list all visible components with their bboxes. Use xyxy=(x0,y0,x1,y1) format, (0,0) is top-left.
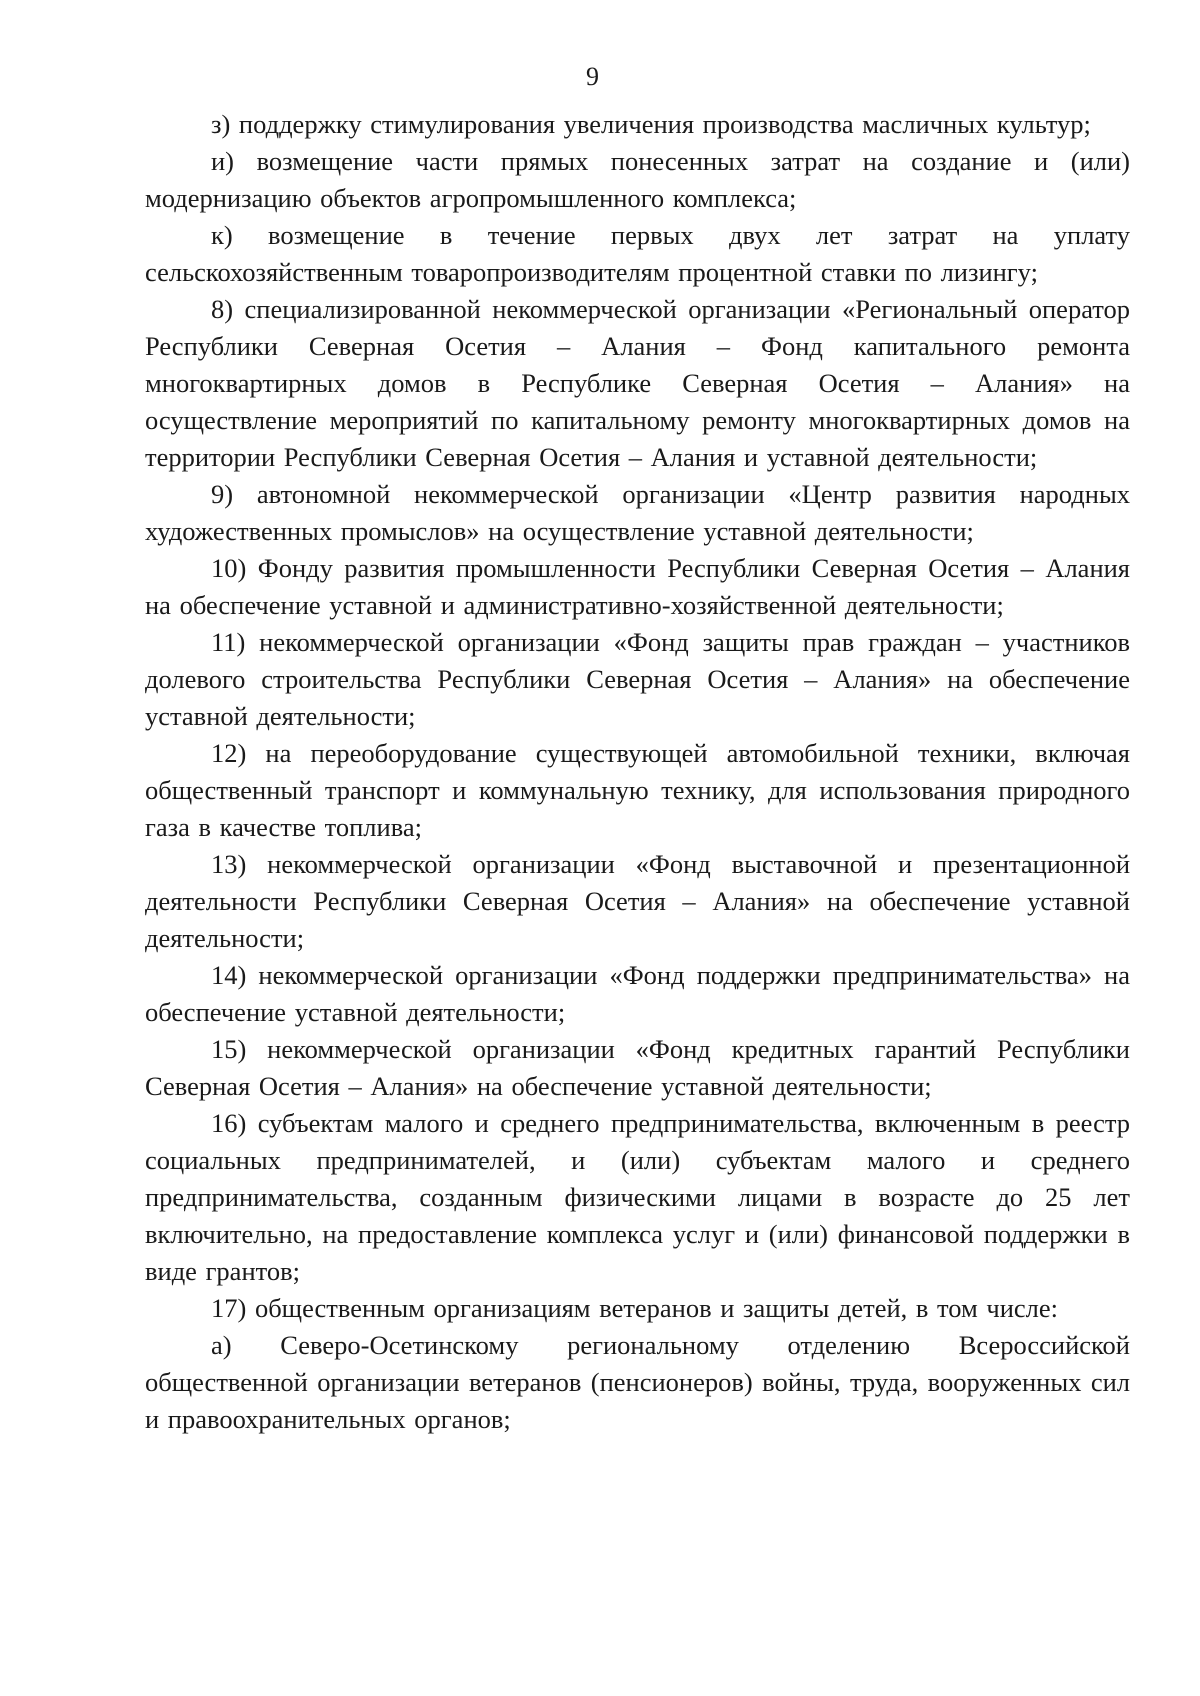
paragraph-16: 16) субъектам малого и среднего предпринимательства, включенным в реестр социальных предпринимателей, и (или) субъектам малого и среднего предпринимательства, созданным физическими лицами в возрасте до 25 лет включительно, на предоставление комплекса услуг и (или) финансовой поддержки в виде грантов; xyxy=(145,1108,1130,1286)
paragraph-17a: а) Северо-Осетинскому региональному отделению Всероссийской общественной организации ветеранов (пенсионеров) войны, труда, вооруженных сил и правоохранительных органов; xyxy=(145,1330,1130,1434)
paragraph-14: 14) некоммерческой организации «Фонд поддержки предпринимательства» на обеспечение уставной деятельности; xyxy=(145,960,1130,1027)
paragraph-11: 11) некоммерческой организации «Фонд защиты прав граждан – участников долевого строительства Республики Северная Осетия – Алания» на обеспечение уставной деятельности; xyxy=(145,627,1130,731)
page-number: 9 xyxy=(586,62,599,91)
paragraph-10: 10) Фонду развития промышленности Республики Северная Осетия – Алания на обеспечение уставной и административно-хозяйственной деятельности; xyxy=(145,553,1130,620)
paragraph-13: 13) некоммерческой организации «Фонд выставочной и презентационной деятельности Республики Северная Осетия – Алания» на обеспечение уставной деятельности; xyxy=(145,849,1130,953)
paragraph-9: 9) автономной некоммерческой организации «Центр развития народных художественных промыслов» на осуществление уставной деятельности; xyxy=(145,479,1130,546)
paragraph-k: к) возмещение в течение первых двух лет затрат на уплату сельскохозяйственным товаропроизводителям процентной ставки по лизингу; xyxy=(145,220,1130,287)
paragraph-i: и) возмещение части прямых понесенных затрат на создание и (или) модернизацию объектов агропромышленного комплекса; xyxy=(145,146,1130,213)
paragraph-8: 8) специализированной некоммерческой организации «Региональный оператор Республики Северная Осетия – Алания – Фонд капитального ремонта многоквартирных домов в Республике Северная Осетия – Алания» на осуществление мероприятий по капитальному ремонту многоквартирных домов на территории Республики Северная Осетия – Алания и уставной деятельности; xyxy=(145,294,1130,472)
paragraph-17: 17) общественным организациям ветеранов и защиты детей, в том числе: xyxy=(211,1293,1059,1323)
paragraph-12: 12) на переоборудование существующей автомобильной техники, включая общественный транспорт и коммунальную технику, для использования природного газа в качестве топлива; xyxy=(145,738,1130,842)
paragraph-z: з) поддержку стимулирования увеличения производства масличных культур; xyxy=(211,109,1091,139)
paragraph-15: 15) некоммерческой организации «Фонд кредитных гарантий Республики Северная Осетия – Алания» на обеспечение уставной деятельности; xyxy=(145,1034,1130,1101)
